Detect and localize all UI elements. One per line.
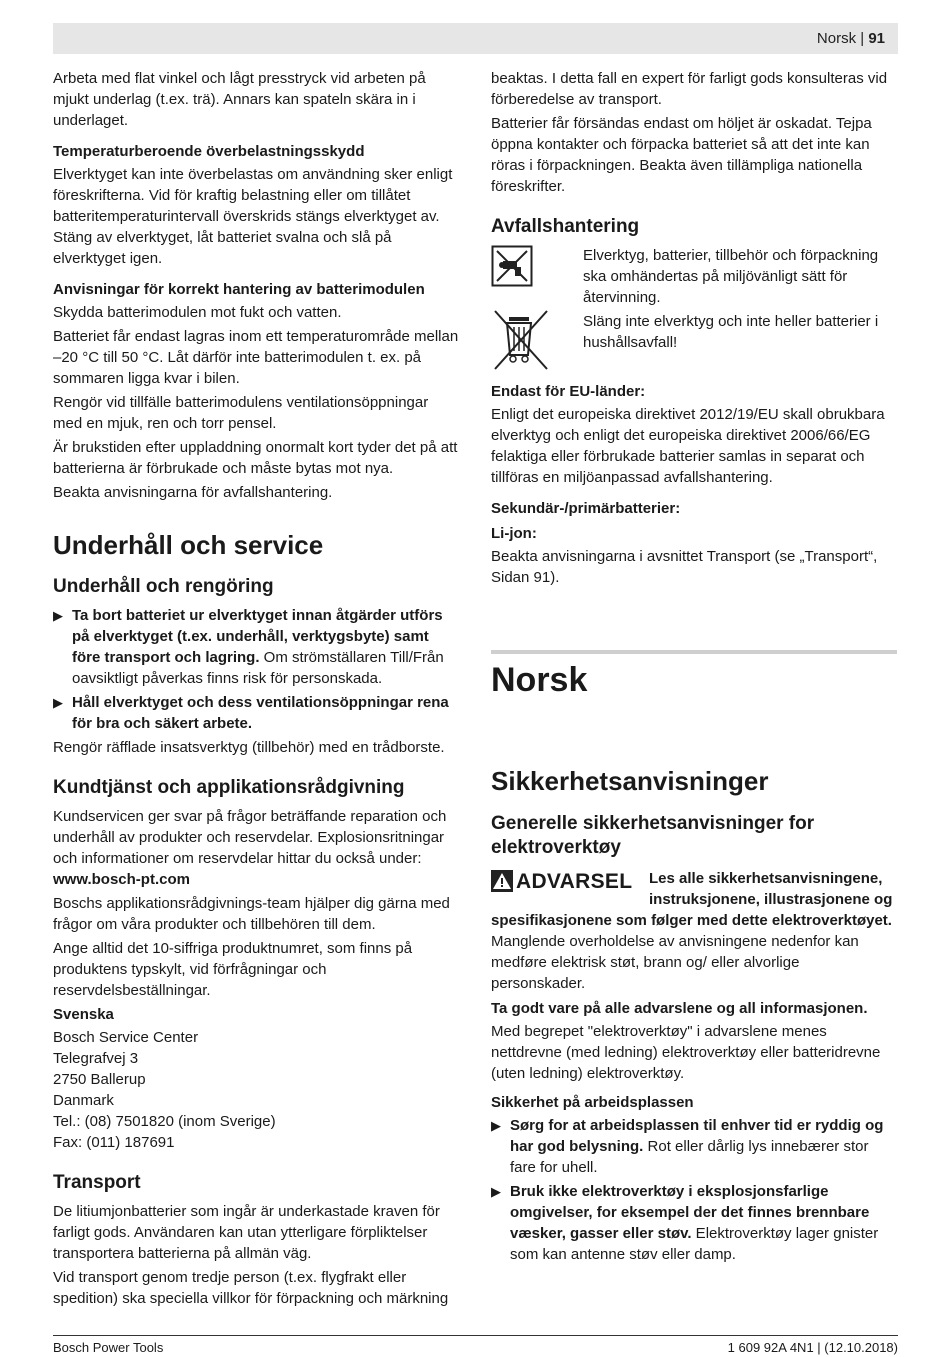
customer-p1: Kundservicen ger svar på frågor beträffande reparation och underhåll av produkter och reservdelar. Explosionsritningar och informationer om reservdelar hittar du också under: (53, 808, 447, 867)
bullet-item (53, 692, 459, 734)
eu-text: Enligt det europeiska direktivet 2012/19/EU skall obrukbara elverktyg och enligt det europeiska direktivet 2006/66/EG felaktiga eller förbrukade batterier samlas in separat och tillföras en miljöanpassad avfallshantering. (491, 406, 885, 486)
warning-label: ADVARSEL (516, 869, 633, 893)
customer-p2: Boschs applikationsrådgivnings-team hjälper dig gärna med frågor om våra produkter och tillbehören till dem. (53, 895, 450, 933)
address-line: 2750 Ballerup (53, 1071, 146, 1088)
customer-url: www.bosch-pt.com (53, 871, 190, 888)
overload-title: Temperaturberoende överbelastningsskydd (53, 143, 365, 160)
address-line: Fax: (011) 187691 (53, 1134, 175, 1151)
no-tools-in-trash-icon (491, 245, 533, 287)
bullet-item (491, 1181, 897, 1265)
header-language: Norsk (816, 30, 857, 47)
page-header-text (817, 30, 885, 47)
overload-text: Elverktyget kan inte överbelastas om användning sker enligt föreskrifterna. Vid för kraftig belastning eller om tillåtet batteritemperaturintervall överskrids stängs elverktyget av. Stäng av elverktyget, låt batteriet svalna och slå på elverktyget igen. (53, 166, 453, 267)
country-label: Svenska (53, 1006, 114, 1023)
battery-p5: Beakta anvisningarna för avfallshantering. (53, 484, 333, 501)
footer-doc-number: 1 609 92A 4N1 | (12.10.2018) (727, 1340, 898, 1355)
battery-p1: Skydda batterimodulen mot fukt och vatten. (53, 304, 342, 321)
section-divider (491, 650, 897, 654)
battery-p4: Är brukstiden efter uppladdning onormalt kort tyder det på att batterierna är förbrukade och måste bytas mot nya. (53, 439, 458, 477)
norsk-heading: Norsk (491, 661, 588, 699)
warning-block (491, 868, 897, 994)
service-heading: Underhåll och service (53, 530, 324, 560)
intro-paragraph: Arbeta med flat vinkel och lågt presstryck vid arbeten på mjukt underlag (t.ex. trä). Annars kan spateln skära in i underlaget. (53, 70, 426, 129)
page-number: 91 (868, 30, 885, 47)
warning-icon (491, 870, 513, 892)
address-line: Tel.: (08) 7501820 (inom Sverige) (53, 1113, 276, 1130)
keep-instructions-text: Med begrepet "elektroverktøy" i advarslene menes nettdrevne (med ledning) elektroverktøy eller batteridrevne (uten ledning) elektroverktøy. (491, 1023, 881, 1082)
liion-title: Li-jon: (491, 525, 537, 542)
bullet-item (53, 605, 459, 689)
bullet-arrow-icon: ▶ (53, 608, 63, 623)
bullet-bold-text: Bruk ikke elektroverktøy i eksplosjonsfarlige omgivelser, for eksempel der det finnes brennbare væsker, gasser eller støv. (510, 1183, 870, 1242)
warning-bold-text: Les alle sikkerhetsanvisningene, instruksjonene, illustrasjonene og spesifikasjonene som følger med dette elektroverktøyet. (491, 870, 893, 929)
keep-instructions-title: Ta godt vare på alle advarslene og all informasjonen. (491, 1000, 868, 1017)
waste-p1: Elverktyg, batterier, tillbehör och förpackning ska omhändertas på miljövänligt sätt för återvinning. (583, 247, 879, 306)
secondary-batteries-title: Sekundär-/primärbatterier: (491, 500, 681, 517)
bullet-bold-text: Ta bort batteriet ur elverktyget innan åtgärder utförs på elverktyget (t.ex. underhåll, verktygsbyte) samt före transport och lagring. (72, 607, 443, 666)
transport-heading: Transport (53, 1172, 141, 1193)
waste-heading: Avfallshantering (491, 216, 640, 237)
left-column (53, 68, 459, 1312)
bullet-bold-text: Sørg for at arbeidsplassen til enhver tid er ryddig og har god belysning. (510, 1117, 884, 1155)
header-separator: | (856, 30, 869, 47)
waste-icons (491, 245, 583, 371)
address-line: Bosch Service Center (53, 1029, 199, 1046)
bullet-text: Om strömställaren Till/Från oavsiktligt påverkas finns risk för personskada. (72, 649, 444, 687)
bullet-text: Elektroverktøy lager gnister som kan antenne støv eller damp. (510, 1225, 879, 1263)
warning-text: Manglende overholdelse av anvisningene nedenfor kan medføre elektrisk støt, brann og/ eller alvorlige personskader. (491, 933, 859, 992)
cleaning-heading: Underhåll och rengöring (53, 576, 274, 597)
bullet-item (491, 1115, 897, 1178)
service-address (53, 1027, 459, 1153)
footer-brand: Bosch Power Tools (53, 1340, 164, 1355)
page-header (53, 23, 898, 54)
cleaning-text: Rengör räfflade insatsverktyg (tillbehör) med en trådborste. (53, 739, 445, 756)
address-line: Telegrafvej 3 (53, 1050, 139, 1067)
bullet-arrow-icon: ▶ (53, 695, 63, 710)
workplace-safety-title: Sikkerhet på arbeidsplassen (491, 1094, 694, 1111)
transport-p1: De litiumjonbatterier som ingår är underkastade kraven för farligt gods. Användaren kan utan ytterligare förpliktelser transportera batterierna på allmän väg. (53, 1203, 440, 1262)
waste-p2: Släng inte elverktyg och inte heller batterier i hushållsavfall! (583, 313, 879, 351)
waste-text (583, 245, 897, 356)
battery-p3: Rengör vid tillfälle batterimodulens ventilationsöppningar med en mjuk, ren och torr pensel. (53, 394, 429, 432)
transport-p3: Batterier får försändas endast om höljet är oskadat. Tejpa öppna kontakter och förpacka batteriet så att det inte kan röras i förpackningen. Beakta även tillämpliga nationella föreskrifter. (491, 115, 872, 195)
battery-title: Anvisningar för korrekt hantering av batterimodulen (53, 281, 425, 298)
bullet-bold-text: Håll elverktyget och dess ventilationsöppningar rena för bra och säkert arbete. (72, 694, 449, 732)
footer-divider (53, 1335, 898, 1336)
warning-badge (491, 870, 649, 892)
bullet-arrow-icon: ▶ (491, 1184, 501, 1199)
battery-p2: Batteriet får endast lagras inom ett temperaturområde mellan –20 °C till 50 °C. Låt därför inte batterimodulen t. ex. på sommaren ligga kvar i bilen. (53, 328, 459, 387)
transport-continued: beaktas. I detta fall en expert för farligt gods konsulteras vid förberedelse av transport. (491, 70, 888, 108)
bullet-text: Rot eller dårlig lys innebærer stor fare for uhell. (510, 1138, 869, 1176)
general-safety-heading: Generelle sikkerhetsanvisninger for elektroverktøy (491, 813, 815, 858)
bullet-arrow-icon: ▶ (491, 1118, 501, 1133)
eu-title: Endast för EU-länder: (491, 383, 646, 400)
right-column (491, 68, 897, 1268)
transport-p2: Vid transport genom tredje person (t.ex. flygfrakt eller spedition) ska speciella villkor för förpackning och märkning (53, 1269, 449, 1307)
waste-section (491, 245, 897, 371)
liion-text: Beakta anvisningarna i avsnittet Transport (se „Transport“, Sidan 91). (491, 548, 878, 586)
safety-heading: Sikkerhetsanvisninger (491, 766, 769, 796)
customer-p3: Ange alltid det 10-siffriga produktnumret, som finns på produktens typskylt, vid förfrågningar och reservdelsbeställningar. (53, 940, 413, 999)
customer-heading: Kundtjänst och applikationsrådgivning (53, 777, 405, 798)
address-line: Danmark (53, 1092, 114, 1109)
crossed-bin-icon (491, 309, 551, 371)
